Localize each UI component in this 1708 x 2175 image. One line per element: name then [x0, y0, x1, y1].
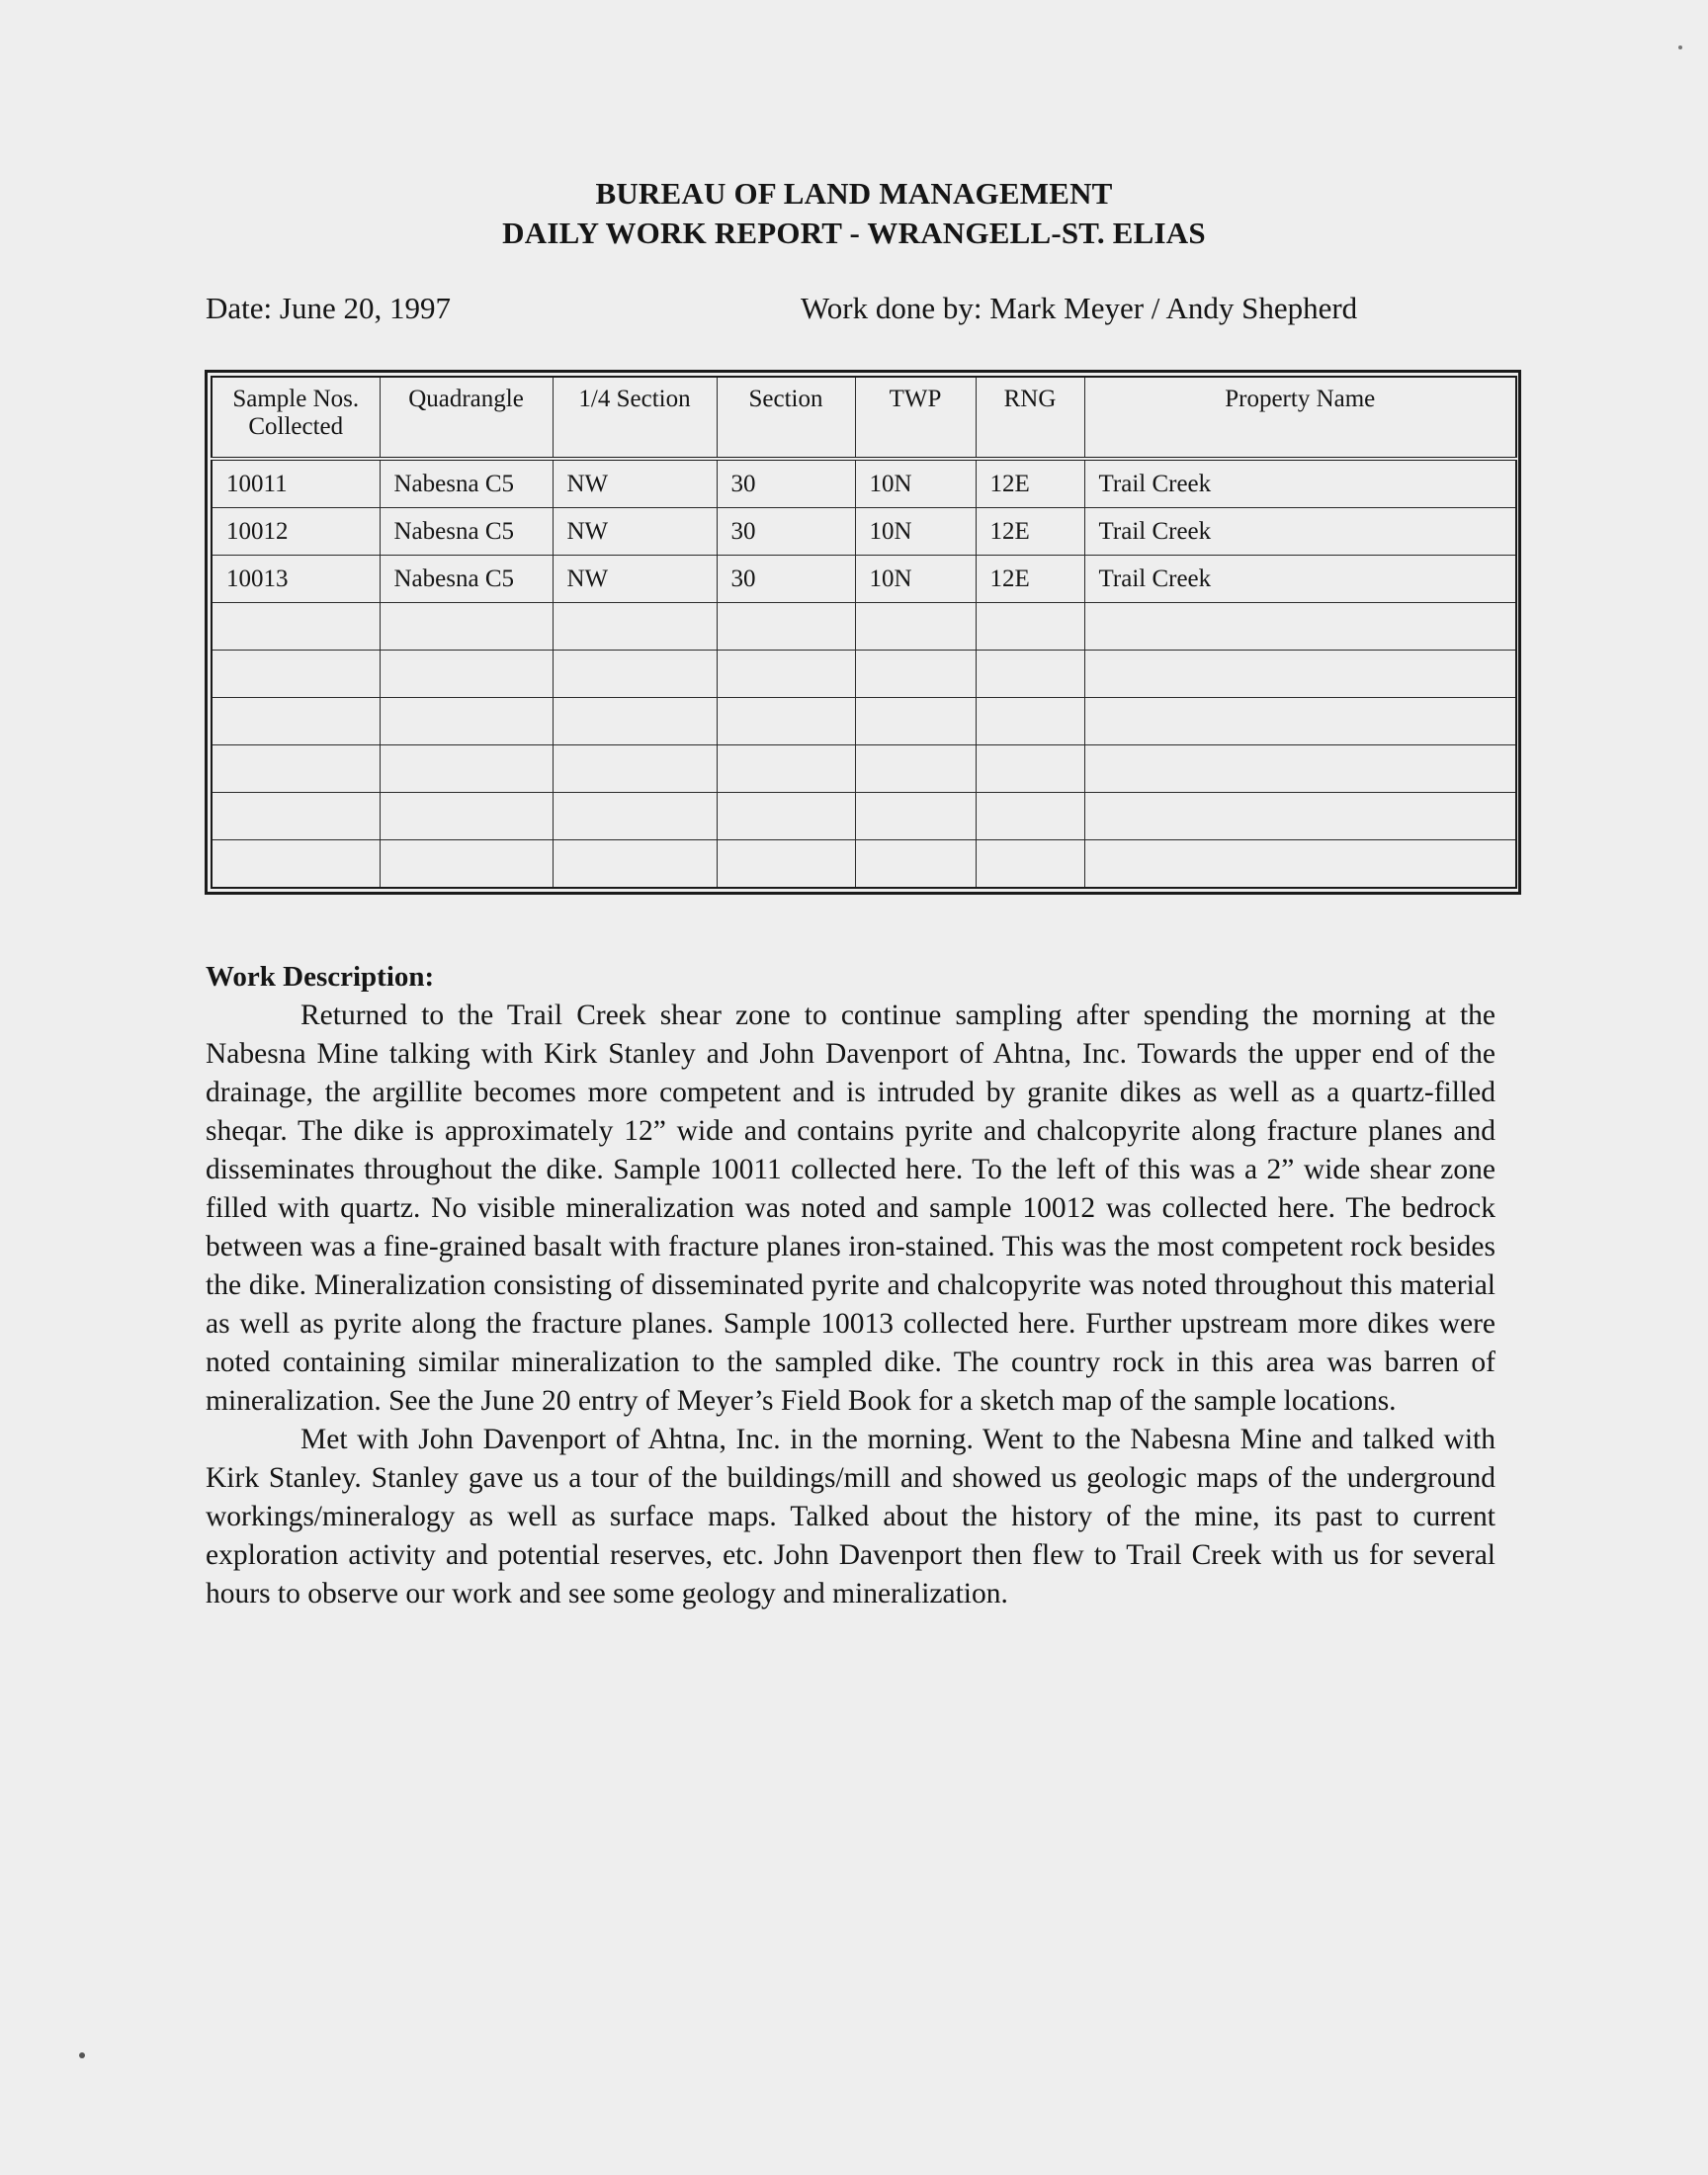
- table-cell: [1084, 792, 1516, 839]
- column-header: Property Name: [1084, 377, 1516, 459]
- table-cell: [212, 698, 380, 745]
- column-header: RNG: [976, 377, 1084, 459]
- table-row: [212, 508, 1516, 556]
- table-cell: [1084, 651, 1516, 698]
- work-description-paragraph: Returned to the Trail Creek shear zone to continue sampling after spending the morning at the Nabesna Mine talking with Kirk Stanley and John Davenport of Ahtna, Inc. Towards the upper end of the drainage, the argillite becomes more competent and is intruded by granite dikes as well as a quartz-filled sheqar. The dike is approximately 12” wide and contains pyrite and chalcopyrite along fracture planes and disseminates throughout the dike. Sample 10011 collected here. To the left of this was a 2” wide shear zone filled with quartz. No visible mineralization was noted and sample 10012 was collected here. The bedrock between was a fine-grained basalt with fracture planes iron-stained. This was the most competent rock besides the dike. Mineralization consisting of disseminated pyrite and chalcopyrite was noted throughout this material as well as pyrite along the fracture planes. Sample 10013 collected here. Further upstream more dikes were noted containing similar mineralization to the sampled dike. The country rock in this area was barren of mineralization. See the June 20 entry of Meyer’s Field Book for a sketch map of the sample locations.: [206, 1000, 1495, 1417]
- table-cell: 10011: [212, 459, 380, 508]
- table-cell: [976, 839, 1084, 888]
- table-cell: [976, 651, 1084, 698]
- table-row: [212, 745, 1516, 793]
- table-cell: [212, 745, 380, 793]
- date-label: Date:: [206, 291, 273, 325]
- table-cell: [380, 792, 553, 839]
- table-cell: 30: [717, 508, 855, 556]
- table-cell: [976, 603, 1084, 651]
- table-cell: NW: [553, 556, 717, 603]
- table-cell: [553, 839, 717, 888]
- table-cell: [1084, 745, 1516, 793]
- table-cell: [717, 651, 855, 698]
- table-cell: Nabesna C5: [380, 459, 553, 508]
- samples-table-frame: [205, 370, 1521, 895]
- table-cell: [1084, 698, 1516, 745]
- table-cell: 30: [717, 459, 855, 508]
- table-row: [212, 556, 1516, 603]
- workers-line: [801, 289, 1357, 328]
- table-cell: NW: [553, 508, 717, 556]
- table-cell: [976, 745, 1084, 793]
- table-cell: [855, 745, 976, 793]
- samples-table: [211, 376, 1517, 889]
- table-cell: [380, 698, 553, 745]
- table-cell: [855, 698, 976, 745]
- table-row: [212, 459, 1516, 508]
- table-cell: [380, 603, 553, 651]
- report-title: DAILY WORK REPORT - WRANGELL-ST. ELIAS: [502, 216, 1206, 250]
- table-row: [212, 651, 1516, 698]
- workers-value: Mark Meyer / Andy Shepherd: [989, 291, 1358, 325]
- table-cell: 12E: [976, 508, 1084, 556]
- table-cell: 10N: [855, 508, 976, 556]
- table-cell: [212, 651, 380, 698]
- table-cell: NW: [553, 459, 717, 508]
- table-row: [212, 839, 1516, 888]
- column-header: 1/4 Section: [553, 377, 717, 459]
- table-cell: [553, 745, 717, 793]
- table-row: [212, 792, 1516, 839]
- column-header: Section: [717, 377, 855, 459]
- work-description-heading: Work Description:: [206, 961, 435, 993]
- table-cell: [976, 792, 1084, 839]
- work-description-body: [206, 997, 1495, 1613]
- table-cell: [553, 792, 717, 839]
- table-cell: [717, 745, 855, 793]
- table-cell: [717, 603, 855, 651]
- table-cell: [717, 792, 855, 839]
- column-header: Sample Nos. Collected: [212, 377, 380, 459]
- table-cell: 12E: [976, 556, 1084, 603]
- table-cell: 10012: [212, 508, 380, 556]
- table-cell: 10N: [855, 556, 976, 603]
- table-cell: [380, 651, 553, 698]
- report-agency-title: BUREAU OF LAND MANAGEMENT: [595, 176, 1113, 211]
- table-header-row: [212, 377, 1516, 459]
- table-cell: [212, 792, 380, 839]
- table-cell: [855, 839, 976, 888]
- table-row: [212, 698, 1516, 745]
- table-cell: [553, 698, 717, 745]
- table-cell: Nabesna C5: [380, 556, 553, 603]
- table-cell: Trail Creek: [1084, 508, 1516, 556]
- date-line: [206, 289, 451, 328]
- table-cell: 12E: [976, 459, 1084, 508]
- date-value: June 20, 1997: [279, 291, 451, 325]
- table-cell: [212, 839, 380, 888]
- table-cell: 10N: [855, 459, 976, 508]
- column-header: TWP: [855, 377, 976, 459]
- table-cell: [212, 603, 380, 651]
- table-cell: [1084, 603, 1516, 651]
- table-cell: [553, 651, 717, 698]
- table-cell: Trail Creek: [1084, 459, 1516, 508]
- table-cell: [1084, 839, 1516, 888]
- scan-speck: [79, 2052, 85, 2058]
- table-cell: [380, 839, 553, 888]
- table-cell: [855, 792, 976, 839]
- table-cell: [380, 745, 553, 793]
- column-header: Quadrangle: [380, 377, 553, 459]
- table-cell: [855, 651, 976, 698]
- table-cell: [976, 698, 1084, 745]
- table-cell: 30: [717, 556, 855, 603]
- table-cell: [717, 839, 855, 888]
- table-cell: [717, 698, 855, 745]
- table-row: [212, 603, 1516, 651]
- table-cell: [855, 603, 976, 651]
- scan-speck: [1678, 45, 1682, 49]
- table-cell: 10013: [212, 556, 380, 603]
- table-cell: [553, 603, 717, 651]
- workers-label: Work done by:: [801, 291, 982, 325]
- table-cell: Trail Creek: [1084, 556, 1516, 603]
- work-description-paragraph: Met with John Davenport of Ahtna, Inc. in the morning. Went to the Nabesna Mine and talked with Kirk Stanley. Stanley gave us a tour of the buildings/mill and showed us geologic maps of the underground workings/mineralogy as well as surface maps. Talked about the history of the mine, its past to current exploration activity and potential reserves, etc. John Davenport then flew to Trail Creek with us for several hours to observe our work and see some geology and mineralization.: [206, 1424, 1495, 1610]
- table-cell: Nabesna C5: [380, 508, 553, 556]
